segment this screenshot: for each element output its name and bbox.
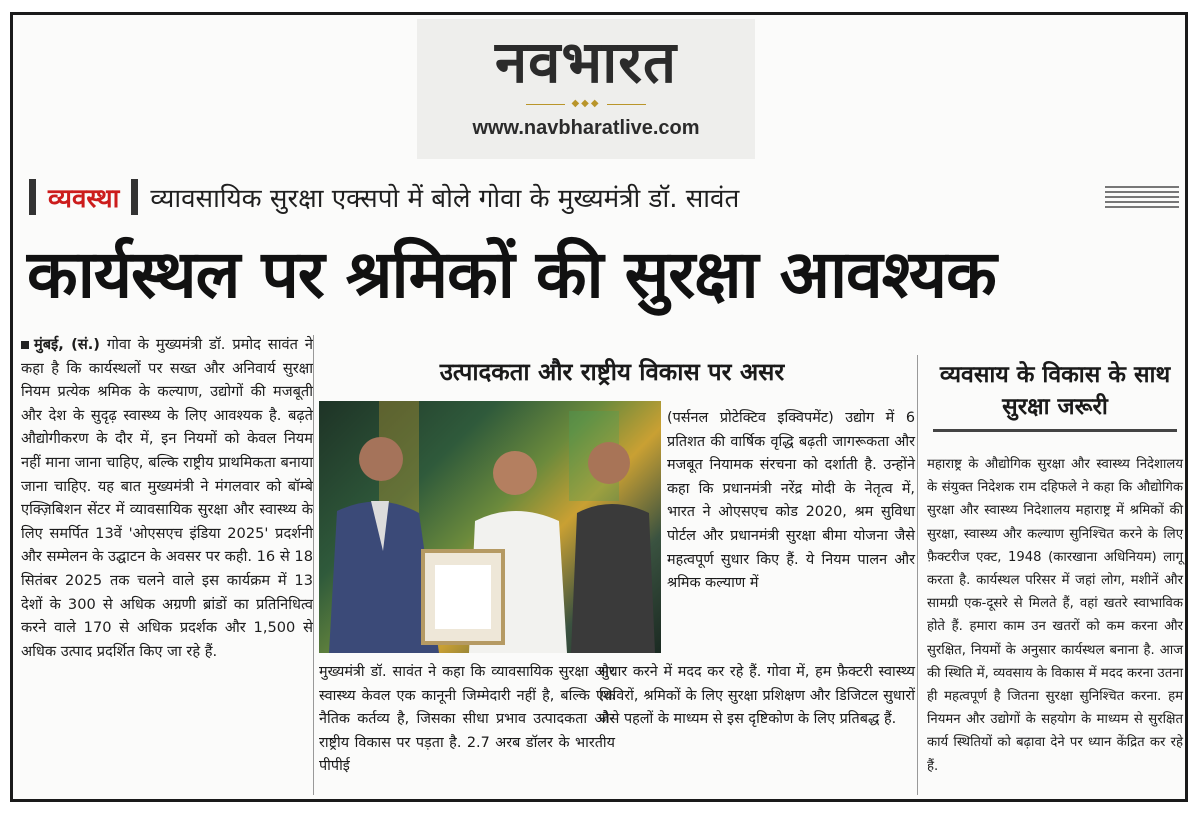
kicker-rule-lines [1105,186,1179,208]
event-photo [319,401,661,653]
article-text-continued: सुधार करने में मदद कर रहे हैं. गोवा में, हम फ़ैक्टरी स्वास्थ्य शिविरों, श्रमिकों के लिए सुरक्षा प्रशिक्षण और डिजिटल सुधारों जैसे पहलों के माध्यम से इस दृष्टिकोण के लिए प्रतिबद्ध हैं. [599,664,915,728]
newspaper-clipping [10,12,1188,802]
kicker-line [29,175,1179,219]
bullet-square-icon [21,341,29,349]
article-text-below-photo: मुख्यमंत्री डॉ. सावंत ने कहा कि व्यावसायिक सुरक्षा और स्वास्थ्य केवल एक कानूनी जिम्मेदारी नहीं है, बल्कि एक नैतिक कर्तव्य है, जिसका सीधा प्रभाव उत्पादकता और राष्ट्रीय विकास पर पड़ता है. 2.7 अरब डॉलर के भारतीय पीपीई [319,664,615,775]
column1-text: गोवा के मुख्यमंत्री डॉ. प्रमोद सावंत ने कहा है कि कार्यस्थलों पर सख्त और अनिवार्य सुरक्षा नियम प्रत्येक श्रमिक के कल्याण, उद्योगों की मजबूती और देश के सुदृढ़ स्वास्थ्य के लिए आवश्यक है. बढ़ते औद्योगीकरण के दौर में, इन नियमों को केवल नियम नहीं माना जाना चाहिए, बल्कि राष्ट्रीय प्राथमिकता बनाया जाना चाहिए. यह बात मुख्यमंत्री ने मंगलवार को बॉम्बे एक्ज़िबिशन सेंटर में व्यावसायिक सुरक्षा और स्वास्थ्य के लिए समर्पित 13वें 'ओएसएच इंडिया 2025' प्रदर्शनी और सम्मेलन के उद्घाटन के अवसर पर कही. 16 से 18 सितंबर 2025 तक चलने वाले इस कार्यक्रम में 13 देशों के 300 से अधिक अग्रणी ब्रांडों का प्रतिनिधित्व करने वाले 170 से अधिक प्रदर्शक और 1,500 से अधिक उत्पाद प्रदर्शित किए जा रहे हैं. [21,336,313,660]
sidebar-headline-text: व्यवसाय के विकास के साथ सुरक्षा जरूरी [939,362,1171,420]
kicker-bar-left [29,179,36,215]
sidebar-headline [927,359,1183,432]
article-column-1 [21,333,313,663]
photo-illustration [319,401,661,653]
sidebar-divider [917,355,918,795]
kicker-label: व्यवस्था [48,184,120,214]
column-divider [313,335,314,795]
kicker-text: व्यावसायिक सुरक्षा एक्सपो में बोले गोवा के मुख्यमंत्री डॉ. सावंत [150,184,740,214]
subheadline-productivity: उत्पादकता और राष्ट्रीय विकास पर असर [439,358,785,386]
dateline: मुंबई, (सं.) [34,336,100,353]
kicker-bar-right [131,179,138,215]
newspaper-logo: नवभारत [494,28,678,96]
website-url: www.navbharatlive.com [472,117,700,139]
main-headline: कार्यस्थल पर श्रमिकों की सुरक्षा आवश्यक [27,236,996,313]
masthead [417,19,755,159]
sidebar-rule [933,429,1177,432]
sidebar-text: महाराष्ट्र के औद्योगिक सुरक्षा और स्वास्थ्य निदेशालय के संयुक्त निदेशक राम दहिफले ने कहा कि औद्योगिक सुरक्षा और स्वास्थ्य निदेशालय महाराष्ट्र में श्रमिकों की सुरक्षा, स्वास्थ्य और कल्याण सुनिश्चित करने के लिए फ़ैक्टरीज एक्ट, 1948 (कारखाना अधिनियम) लागू करता है. कार्यस्थल परिसर में जहां लोग, मशीनें और सामग्री एक-दूसरे से मिलते हैं, वहां खतरे स्वाभाविक होते हैं. हमारा काम उन खतरों को कम करना और सुरक्षित, नियमों के अनुसार कार्यस्थल बनाना है. आज की स्थिति में, व्यवसाय के विकास में मदद करना उतना ही महत्वपूर्ण है जितना सुरक्षा सुनिश्चित करना. हम नियमन और उद्योगों के सहयोग के माध्यम से सुरक्षित कार्य स्थितियों को बढ़ावा देने पर ध्यान केंद्रित कर रहे हैं. [927,457,1183,774]
logo-ornament: ◆◆◆ [526,97,646,111]
article-text-right-of-photo: (पर्सनल प्रोटेक्टिव इक्विपमेंट) उद्योग में 6 प्रतिशत की वार्षिक वृद्धि बढ़ती जागरूकता और मजबूत नियामक संरचना को दर्शाती है. उन्होंने कहा कि प्रधानमंत्री नरेंद्र मोदी के नेतृत्व में, भारत ने ओएसएच कोड 2020, श्रम सुविधा पोर्टल और प्रधानमंत्री सुरक्षा बीमा योजना जैसे महत्वपूर्ण सुधार किए हैं. ये नियम पालन और श्रमिक कल्याण में [667,410,915,592]
